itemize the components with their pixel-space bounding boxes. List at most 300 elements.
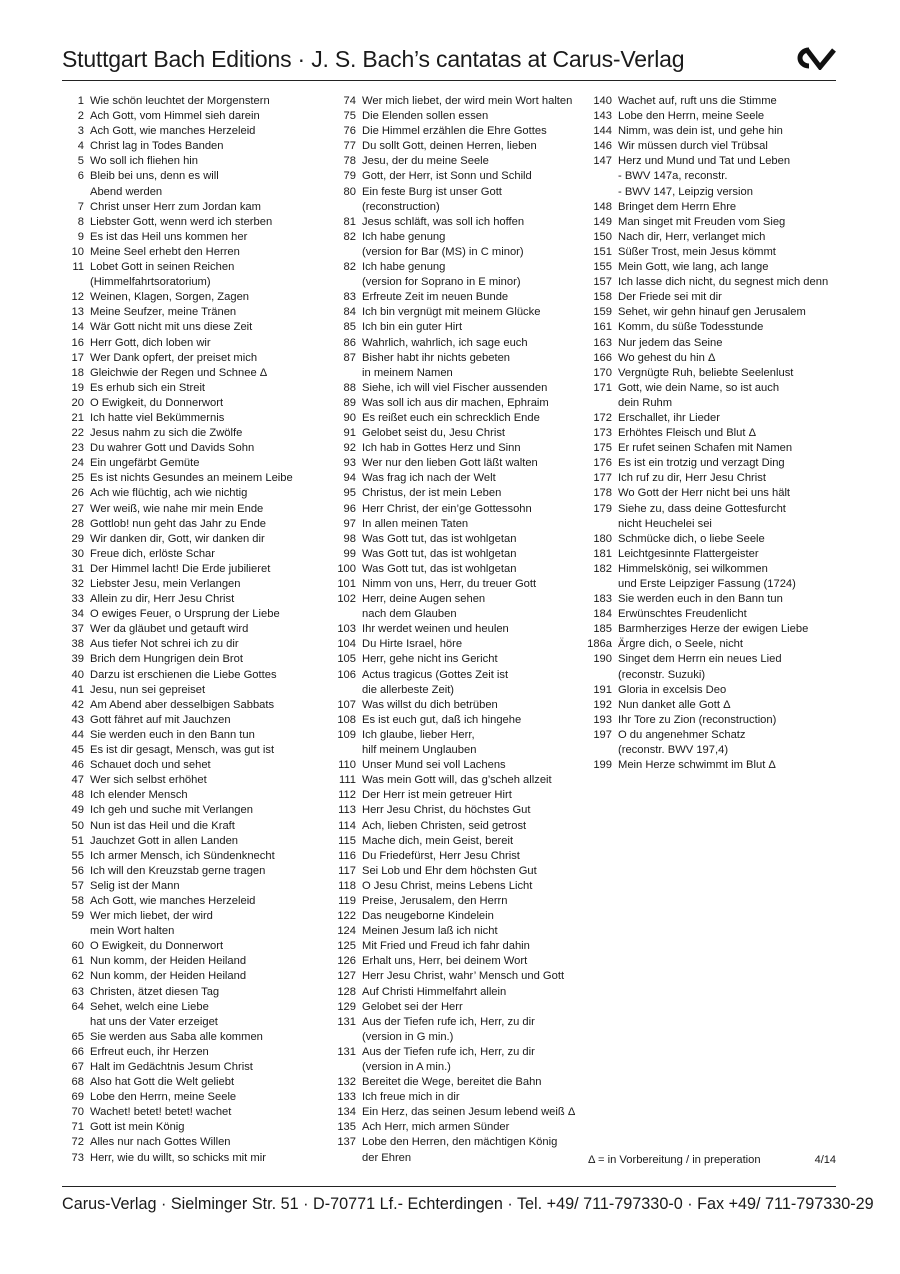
cantata-title: Nur jedem das Seine: [618, 336, 723, 349]
cantata-title: die allerbeste Zeit): [362, 683, 455, 696]
cantata-entry: [62, 969, 332, 984]
bwv-number: 199: [593, 759, 612, 772]
cantata-title: Sehet, welch eine Liebe: [90, 1000, 209, 1013]
cantata-title: Aus der Tiefen rufe ich, Herr, zu dir: [362, 1045, 535, 1058]
cantata-title: Barmherziges Herze der ewigen Liebe: [618, 623, 809, 636]
cantata-title: Gelobet sei der Herr: [362, 1000, 463, 1013]
cantata-title: Was Gott tut, das ist wohlgetan: [362, 562, 517, 575]
cantata-entry: [62, 698, 332, 713]
bwv-number: 173: [593, 427, 612, 440]
bwv-number: 93: [343, 457, 356, 470]
cantata-entry: [330, 124, 592, 139]
cantata-entry: [330, 1075, 592, 1090]
cantata-entry: [330, 230, 592, 245]
cantata-title: Lobe den Herrn, meine Seele: [618, 110, 765, 123]
cantata-title: Wer weiß, wie nahe mir mein Ende: [90, 502, 264, 515]
cantata-entry: [330, 894, 592, 909]
cantata-title: Ich hatte viel Bekümmernis: [90, 411, 225, 424]
bwv-number: 95: [343, 487, 356, 500]
cantata-entry: [586, 336, 846, 351]
cantata-entry: [62, 1030, 332, 1045]
cantata-title: Der Friede sei mit dir: [618, 291, 722, 304]
cantata-entry: [62, 381, 332, 396]
cantata-title: Jauchzet Gott in allen Landen: [90, 834, 239, 847]
cantata-title: Erhalt uns, Herr, bei deinem Wort: [362, 955, 528, 968]
cantata-title: Gloria in excelsis Deo: [618, 683, 727, 696]
cantata-entry: [586, 411, 846, 426]
bwv-number: 60: [71, 940, 84, 953]
bwv-number: 109: [337, 728, 356, 741]
bwv-number: 73: [71, 1151, 84, 1164]
cantata-title: Gott fähret auf mit Jauchzen: [90, 713, 231, 726]
bwv-number: 84: [343, 306, 356, 319]
cantata-title: Nach dir, Herr, verlanget mich: [618, 230, 766, 243]
cantata-entry: [62, 894, 332, 909]
cantata-title: Wer nur den lieben Gott läßt walten: [362, 457, 538, 470]
page-header: [62, 40, 836, 81]
cantata-title: Ach wie flüchtig, ach wie nichtig: [90, 487, 248, 500]
bwv-number: 106: [337, 668, 356, 681]
cantata-title: Liebster Gott, wenn werd ich sterben: [90, 215, 273, 228]
bwv-number: 146: [593, 140, 612, 153]
bwv-number: 184: [593, 608, 612, 621]
bwv-number: 192: [593, 698, 612, 711]
cantata-entry: [586, 275, 846, 290]
cantata-title: Abend werden: [90, 185, 163, 198]
bwv-number: 59: [71, 910, 84, 923]
cantata-title: hilf meinem Unglauben: [362, 744, 477, 757]
cantata-entry: [330, 728, 592, 743]
cantata-entry: [330, 1000, 592, 1015]
cantata-title: Gottlob! nun geht das Jahr zu Ende: [90, 517, 267, 530]
bwv-number: 150: [593, 230, 612, 243]
page-footer: [62, 1186, 874, 1221]
cantata-entry: [62, 502, 332, 517]
cantata-title: Herr, deine Augen sehen: [362, 593, 486, 606]
cantata-entry: [586, 486, 846, 501]
cantata-entry: [330, 305, 592, 320]
cantata-title: Bereitet die Wege, bereitet die Bahn: [362, 1076, 542, 1089]
cantata-entry: [330, 154, 592, 169]
bwv-number: 34: [71, 608, 84, 621]
cantata-entry: [62, 864, 332, 879]
cantata-entry: [330, 607, 592, 622]
cantata-entry: [586, 396, 846, 411]
cantata-entry: [330, 562, 592, 577]
cantata-entry: [586, 713, 846, 728]
cantata-entry: [330, 803, 592, 818]
cantata-title: mein Wort halten: [90, 925, 175, 938]
cantata-entry: [330, 441, 592, 456]
bwv-number: 179: [593, 502, 612, 515]
bwv-number: 3: [77, 125, 84, 138]
bwv-number: 113: [338, 804, 356, 817]
cantata-title: Gott, wie dein Name, so ist auch: [618, 381, 780, 394]
cantata-title: Freue dich, erlöste Schar: [90, 547, 215, 560]
cantata-title: Ach Herr, mich armen Sünder: [362, 1121, 510, 1134]
bwv-number: 135: [337, 1121, 356, 1134]
bwv-number: 24: [71, 457, 84, 470]
bwv-number: 172: [593, 411, 612, 424]
cantata-title: Ein Herz, das seinen Jesum lebend weiß Δ: [362, 1106, 576, 1119]
bwv-number: 137: [337, 1136, 356, 1149]
bwv-number: 89: [343, 396, 356, 409]
bwv-number: 80: [343, 185, 356, 198]
cantata-title: Es ist euch gut, daß ich hingehe: [362, 713, 522, 726]
bwv-number: 41: [71, 683, 84, 696]
cantata-column-1: [62, 94, 332, 1166]
cantata-entry: [62, 562, 332, 577]
cantata-title: Was mein Gott will, das g’scheh allzeit: [362, 774, 552, 787]
cantata-title: (version for Bar (MS) in C minor): [362, 245, 524, 258]
cantata-entry: [330, 954, 592, 969]
cantata-title: Weinen, Klagen, Sorgen, Zagen: [90, 291, 250, 304]
cantata-title: nach dem Glauben: [362, 608, 457, 621]
cantata-title: Christ unser Herr zum Jordan kam: [90, 200, 261, 213]
bwv-number: 87: [343, 351, 356, 364]
cantata-title: Gott ist mein König: [90, 1121, 185, 1134]
cantata-entry: [62, 290, 332, 305]
bwv-number: 155: [593, 261, 612, 274]
cantata-entry: [330, 260, 592, 275]
cantata-entry: [330, 879, 592, 894]
cantata-entry: [62, 1151, 332, 1166]
cantata-title: Nun danket alle Gott Δ: [618, 698, 731, 711]
cantata-entry: [62, 879, 332, 894]
cantata-entry: [62, 849, 332, 864]
cantata-title: Mit Fried und Freud ich fahr dahin: [362, 940, 530, 953]
bwv-number: 43: [71, 713, 84, 726]
cantata-title: Es reißet euch ein schrecklich Ende: [362, 411, 540, 424]
bwv-number: 42: [71, 698, 84, 711]
cantata-entry: [330, 592, 592, 607]
cantata-title: Am Abend aber desselbigen Sabbats: [90, 698, 275, 711]
cantata-entry: [62, 1045, 332, 1060]
cantata-title: Ach Gott, wie manches Herzeleid: [90, 125, 256, 138]
cantata-entry: [330, 396, 592, 411]
cantata-title: hat uns der Vater erzeiget: [90, 1015, 218, 1028]
cantata-title: Wer Dank opfert, der preiset mich: [90, 351, 258, 364]
bwv-number: 103: [337, 623, 356, 636]
cantata-title: nicht Heuchelei sei: [618, 517, 712, 530]
cantata-title: (reconstruction): [362, 200, 440, 213]
cantata-entry: [62, 622, 332, 637]
cantata-title: Wachet auf, ruft uns die Stimme: [618, 95, 777, 107]
cantata-title: Wo soll ich fliehen hin: [90, 155, 198, 168]
cantata-entry: [62, 366, 332, 381]
cantata-entry: [62, 1120, 332, 1135]
bwv-number: 71: [71, 1121, 84, 1134]
cantata-entry: [62, 819, 332, 834]
cantata-title: - BWV 147a, reconstr.: [618, 170, 728, 183]
cantata-entry: [62, 985, 332, 1000]
cantata-entry: [330, 985, 592, 1000]
bwv-number: 75: [343, 110, 356, 123]
bwv-number: 107: [337, 698, 356, 711]
bwv-number: 129: [337, 1000, 356, 1013]
bwv-number: 19: [71, 381, 84, 394]
cantata-entry: [330, 502, 592, 517]
cantata-entry: [330, 456, 592, 471]
cantata-entry: [62, 275, 332, 290]
cantata-title: Ihr werdet weinen und heulen: [362, 623, 509, 636]
cantata-title: Ich hab in Gottes Herz und Sinn: [362, 442, 521, 455]
bwv-number: 119: [338, 894, 356, 907]
cantata-title: O Ewigkeit, du Donnerwort: [90, 396, 224, 409]
cantata-entry: [330, 788, 592, 803]
bwv-number: 124: [337, 925, 356, 938]
cantata-title: Herr Gott, dich loben wir: [90, 336, 211, 349]
bwv-number: 49: [71, 804, 84, 817]
bwv-number: 78: [343, 155, 356, 168]
bwv-number: 191: [593, 683, 612, 696]
bwv-number: 190: [593, 653, 612, 666]
cantata-entry: [330, 1120, 592, 1135]
cantata-title: Nimm, was dein ist, und gehe hin: [618, 125, 783, 138]
cantata-title: Jesu, nun sei gepreiset: [90, 683, 206, 696]
bwv-number: 88: [343, 381, 356, 394]
cantata-entry: [330, 668, 592, 683]
cantata-entry: [330, 1105, 592, 1120]
cantata-entry: [586, 668, 846, 683]
cantata-title: Auf Christi Himmelfahrt allein: [362, 985, 507, 998]
cantata-entry: [330, 517, 592, 532]
cantata-entry: [586, 260, 846, 275]
cantata-title: Ich freue mich in dir: [362, 1091, 460, 1104]
bwv-number: 185: [593, 623, 612, 636]
cantata-entry: [330, 1090, 592, 1105]
cantata-title: Siehe zu, dass deine Gottesfurcht: [618, 502, 786, 515]
cantata-entry: [62, 396, 332, 411]
bwv-number: 114: [338, 819, 356, 832]
cantata-title: (version in A min.): [362, 1061, 451, 1073]
cantata-entry: [330, 381, 592, 396]
cantata-entry: [586, 441, 846, 456]
bwv-number: 10: [71, 245, 84, 258]
cantata-entry: [586, 652, 846, 667]
cantata-title: Siehe, ich will viel Fischer aussenden: [362, 381, 548, 394]
cantata-title: (reconstr. Suzuki): [618, 668, 706, 681]
bwv-number: 56: [71, 864, 84, 877]
bwv-number: 182: [593, 562, 612, 575]
bwv-number: 28: [71, 517, 84, 530]
cantata-title: in meinem Namen: [362, 366, 453, 379]
cantata-entry: [330, 577, 592, 592]
cantata-entry: [62, 471, 332, 486]
cantata-title: Wachet! betet! betet! wachet: [90, 1106, 232, 1119]
bwv-number: 72: [71, 1136, 84, 1149]
cantata-entry: [62, 592, 332, 607]
bwv-number: 128: [337, 985, 356, 998]
cantata-title: Du Hirte Israel, höre: [362, 638, 463, 651]
cantata-title: Wo gehest du hin Δ: [618, 351, 716, 364]
cantata-entry: [586, 169, 846, 184]
cantata-entry: [62, 154, 332, 169]
cantata-title: O du angenehmer Schatz: [618, 728, 746, 741]
cantata-title: Ach Gott, wie manches Herzeleid: [90, 894, 256, 907]
bwv-number: 125: [337, 940, 356, 953]
bwv-number: 66: [71, 1045, 84, 1058]
cantata-column-2: [330, 94, 592, 1166]
cantata-title: Bringet dem Herrn Ehre: [618, 200, 737, 213]
cantata-title: und Erste Leipziger Fassung (1724): [618, 578, 796, 590]
cantata-title: Nun komm, der Heiden Heiland: [90, 970, 247, 983]
bwv-number: 18: [71, 366, 84, 379]
cantata-title: Gelobet seist du, Jesu Christ: [362, 427, 506, 440]
bwv-number: 7: [77, 200, 84, 213]
bwv-number: 12: [71, 291, 84, 304]
cantata-title: Ein ungefärbt Gemüte: [90, 457, 200, 470]
cantata-entry: [62, 939, 332, 954]
cantata-entry: [586, 683, 846, 698]
cantata-title: O Jesu Christ, meins Lebens Licht: [362, 879, 533, 892]
cantata-entry: [330, 939, 592, 954]
cantata-entry: [586, 758, 846, 773]
cantata-title: Meine Seufzer, meine Tränen: [90, 306, 237, 319]
cantata-title: Mache dich, mein Geist, bereit: [362, 834, 514, 847]
bwv-number: 96: [343, 502, 356, 515]
cantata-title: Brich dem Hungrigen dein Brot: [90, 653, 243, 666]
cantata-title: Herr, wie du willt, so schicks mit mir: [90, 1151, 266, 1164]
cantata-title: Erfreute Zeit im neuen Bunde: [362, 291, 509, 304]
bwv-number: 157: [593, 276, 612, 289]
bwv-number: 94: [343, 472, 356, 485]
cantata-title: Erhöhtes Fleisch und Blut Δ: [618, 427, 757, 440]
bwv-number: 76: [343, 125, 356, 138]
bwv-number: 148: [593, 200, 612, 213]
cantata-entry: [586, 607, 846, 622]
bwv-number: 158: [593, 291, 612, 304]
cantata-title: O Ewigkeit, du Donnerwort: [90, 940, 224, 953]
bwv-number: 26: [71, 487, 84, 500]
cantata-title: Sie werden aus Saba alle kommen: [90, 1030, 263, 1043]
cantata-title: Man singet mit Freuden vom Sieg: [618, 215, 786, 228]
cantata-entry: [62, 683, 332, 698]
cantata-entry: [62, 1075, 332, 1090]
cantata-title: Liebster Jesu, mein Verlangen: [90, 578, 241, 590]
cantata-title: Unser Mund sei voll Lachens: [362, 759, 506, 772]
cantata-entry: [330, 1015, 592, 1030]
bwv-number: 151: [593, 245, 612, 258]
cantata-entry: [330, 109, 592, 124]
cantata-entry: [330, 969, 592, 984]
bwv-number: 83: [343, 291, 356, 304]
cantata-entry: [330, 1045, 592, 1060]
cantata-entry: [586, 622, 846, 637]
cantata-entry: [586, 230, 846, 245]
bwv-number: 45: [71, 744, 84, 757]
cantata-title: Ich bin ein guter Hirt: [362, 321, 463, 334]
cantata-title: Ihr Tore zu Zion (reconstruction): [618, 713, 777, 726]
bwv-number: 25: [71, 472, 84, 485]
cantata-entry: [330, 139, 592, 154]
cantata-title: Die Elenden sollen essen: [362, 110, 489, 123]
cantata-entry: [62, 215, 332, 230]
cantata-entry: [62, 169, 332, 184]
cantata-title: Christen, ätzet diesen Tag: [90, 985, 220, 998]
cantata-entry: [586, 456, 846, 471]
cantata-entry: [62, 260, 332, 275]
cantata-entry: [330, 532, 592, 547]
cantata-title: Wir müssen durch viel Trübsal: [618, 140, 768, 153]
bwv-number: 163: [593, 336, 612, 349]
bwv-number: 33: [71, 593, 84, 606]
cantata-entry: [330, 471, 592, 486]
cantata-title: Schauet doch und sehet: [90, 759, 211, 772]
cantata-entry: [330, 834, 592, 849]
bwv-number: 39: [71, 653, 84, 666]
bwv-number: 147: [593, 155, 612, 168]
cantata-entry: [330, 924, 592, 939]
cantata-title: Das neugeborne Kindelein: [362, 910, 494, 923]
cantata-entry: [62, 185, 332, 200]
cantata-entry: [330, 683, 592, 698]
cantata-title: Singet dem Herrn ein neues Lied: [618, 653, 782, 666]
bwv-number: 22: [71, 427, 84, 440]
cantata-title: Jesu, der du meine Seele: [362, 155, 489, 168]
cantata-title: Ich armer Mensch, ich Sündenknecht: [90, 849, 275, 862]
cantata-title: Jesus nahm zu sich die Zwölfe: [90, 427, 243, 440]
cantata-title: Es ist ein trotzig und verzagt Ding: [618, 457, 785, 470]
cantata-entry: [62, 411, 332, 426]
cantata-title: Ich habe genung: [362, 261, 446, 274]
bwv-number: 9: [77, 230, 84, 243]
cantata-entry: [330, 909, 592, 924]
cantata-entry: [330, 1030, 592, 1045]
cantata-entry: [62, 139, 332, 154]
cantata-entry: [62, 1000, 332, 1015]
cantata-entry: [330, 819, 592, 834]
cantata-title: Aus der Tiefen rufe ich, Herr, zu dir: [362, 1015, 535, 1028]
cantata-title: Der Himmel lacht! Die Erde jubilieret: [90, 562, 271, 575]
bwv-number: 115: [338, 834, 356, 847]
cantata-entry: [586, 320, 846, 335]
cantata-entry: [62, 94, 332, 109]
cantata-entry: [330, 547, 592, 562]
bwv-number: 17: [71, 351, 84, 364]
cantata-entry: [586, 200, 846, 215]
cantata-title: Die Himmel erzählen die Ehre Gottes: [362, 125, 547, 138]
cantata-title: Erschallet, ihr Lieder: [618, 411, 720, 424]
bwv-number: 13: [71, 306, 84, 319]
bwv-number: 30: [71, 547, 84, 560]
cantata-entry: [62, 456, 332, 471]
carus-logo-icon: [790, 46, 836, 70]
bwv-number: 177: [593, 472, 612, 485]
cantata-entry: [586, 94, 846, 109]
bwv-number: 170: [593, 366, 612, 379]
cantata-entry: [62, 1090, 332, 1105]
cantata-entry: [62, 834, 332, 849]
bwv-number: 143: [593, 110, 612, 123]
cantata-title: Ich elender Mensch: [90, 789, 188, 802]
bwv-number: 67: [71, 1061, 84, 1073]
cantata-title: Lobe den Herren, den mächtigen König: [362, 1136, 558, 1149]
cantata-entry: [62, 577, 332, 592]
cantata-title: Allein zu dir, Herr Jesu Christ: [90, 593, 235, 606]
cantata-title: Es ist dir gesagt, Mensch, was gut ist: [90, 744, 275, 757]
page-title: Stuttgart Bach Editions · J. S. Bach’s cantatas at Carus-Verlag: [62, 46, 685, 72]
cantata-title: Was soll ich aus dir machen, Ephraim: [362, 396, 549, 409]
bwv-number: 2: [77, 110, 84, 123]
cantata-entry: [62, 351, 332, 366]
bwv-number: 171: [593, 381, 612, 394]
publisher-address: Carus-Verlag · Sielminger Str. 51 · D-70771 Lf.- Echterdingen · Tel. +49/ 711-797330-0 · Fax +49/ 711-797330-29: [62, 1195, 874, 1213]
bwv-number: 11: [72, 261, 84, 274]
bwv-number: 32: [71, 578, 84, 590]
cantata-entry: [62, 320, 332, 335]
bwv-number: 131: [337, 1015, 356, 1028]
